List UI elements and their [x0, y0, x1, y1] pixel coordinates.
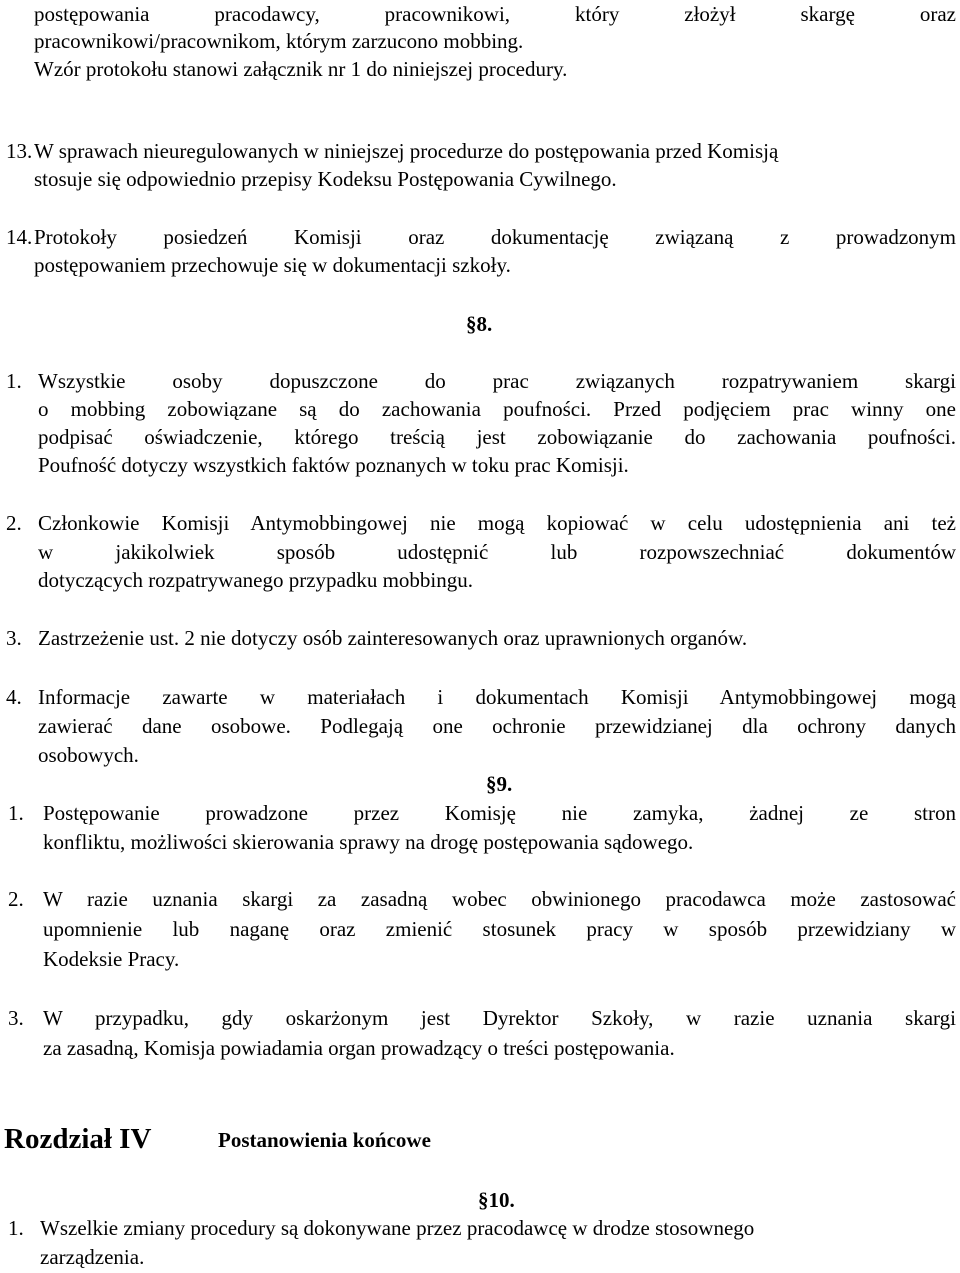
paragraph-line: Wszystkie osoby dopuszczone do prac związanych rozpatrywaniem skargi — [38, 369, 956, 393]
item-number: 3. — [6, 626, 22, 650]
paragraph-line: zarządzenia. — [40, 1245, 145, 1269]
chapter-title: Postanowienia końcowe — [218, 1128, 431, 1152]
item-number: 1. — [8, 801, 24, 825]
item-number: 13. — [6, 139, 33, 163]
section-heading: §9. — [486, 772, 513, 796]
item-number: 2. — [6, 511, 22, 535]
p14-line-1: Protokoły posiedzeń Komisji oraz dokumentację związaną z prowadzonym — [34, 225, 956, 249]
item-number: 2. — [8, 887, 24, 911]
section-heading: §10. — [478, 1188, 515, 1212]
item-number: 3. — [8, 1006, 24, 1030]
paragraph-line: Wszelkie zmiany procedury są dokonywane przez pracodawcę w drodze stosownego — [40, 1216, 755, 1240]
paragraph-line: Poufność dotyczy wszystkich faktów poznanych w toku prac Komisji. — [38, 453, 629, 477]
paragraph-line: w jakikolwiek sposób udostępnić lub rozpowszechniać dokumentów — [38, 540, 956, 564]
item-number: 1. — [8, 1216, 24, 1240]
paragraph-line: upomnienie lub naganę oraz zmienić stosunek pracy w sposób przewidziany w — [43, 917, 956, 941]
p13-line-1: W sprawach nieuregulowanych w niniejszej procedurze do postępowania przed Komisją — [34, 139, 779, 163]
paragraph-line: podpisać oświadczenie, którego treścią jest zobowiązanie do zachowania poufności. — [38, 425, 956, 449]
paragraph-line: Informacje zawarte w materiałach i dokumentach Komisji Antymobbingowej mogą — [38, 685, 956, 709]
intro-line-3: Wzór protokołu stanowi załącznik nr 1 do niniejszej procedury. — [34, 57, 568, 81]
section-heading: §8. — [466, 312, 493, 336]
paragraph-line: Członkowie Komisji Antymobbingowej nie mogą kopiować w celu udostępnienia ani też — [38, 511, 956, 535]
item-number: 4. — [6, 685, 22, 709]
chapter-label: Rozdział IV — [4, 1123, 152, 1155]
paragraph-line: zawierać dane osobowe. Podlegają one ochronie przewidzianej dla ochrony danych — [38, 714, 956, 738]
paragraph-line: Postępowanie prowadzone przez Komisję nie zamyka, żadnej ze stron — [43, 801, 956, 825]
item-number: 14. — [6, 225, 33, 249]
item-number: 1. — [6, 369, 22, 393]
intro-line-2: pracownikowi/pracownikom, którym zarzucono mobbing. — [34, 29, 524, 53]
intro-line-1: postępowania pracodawcy, pracownikowi, który złożył skargę oraz — [34, 2, 956, 26]
paragraph-line: Zastrzeżenie ust. 2 nie dotyczy osób zainteresowanych oraz uprawnionych organów. — [38, 626, 748, 650]
paragraph-line: W przypadku, gdy oskarżonym jest Dyrektor Szkoły, w razie uznania skargi — [43, 1006, 956, 1030]
paragraph-line: osobowych. — [38, 743, 139, 767]
paragraph-line: o mobbing zobowiązane są do zachowania poufności. Przed podjęciem prac winny one — [38, 397, 956, 421]
p14-line-2: postępowaniem przechowuje się w dokumentacji szkoły. — [34, 253, 511, 277]
paragraph-line: dotyczących rozpatrywanego przypadku mobbingu. — [38, 568, 474, 592]
p13-line-2: stosuje się odpowiednio przepisy Kodeksu Postępowania Cywilnego. — [34, 167, 617, 191]
paragraph-line: za zasadną, Komisja powiadamia organ prowadzący o treści postępowania. — [43, 1036, 675, 1060]
paragraph-line: W razie uznania skargi za zasadną wobec obwinionego pracodawca może zastosować — [43, 887, 956, 911]
paragraph-line: konfliktu, możliwości skierowania sprawy na drogę postępowania sądowego. — [43, 830, 694, 854]
paragraph-line: Kodeksie Pracy. — [43, 947, 180, 971]
